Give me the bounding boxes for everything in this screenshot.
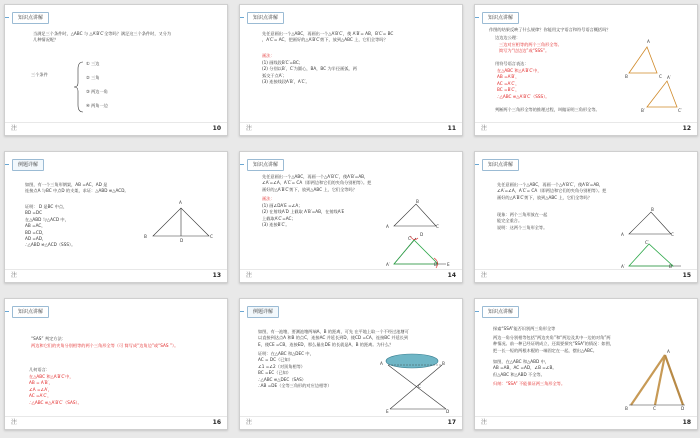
slide-number: 17 — [447, 419, 456, 426]
proof-text: 证明： D 是BC 中点， BD =DC 在△ABD 与△ACD 中， AB =AC， BD =CD， AD =AD， ∴△ABD ≌△ACD（SSS）。 — [25, 204, 76, 248]
slide-thumbnail[interactable] — [4, 151, 228, 283]
slide-paragraph: 两边一角分别相等包括“两边夹角”和“两边及其中一边的对角”两 种情况。前一种已经证明成立，还需要探究“SSA”的情况：如图， 把一长一短的两根木棍的一端固定在一起，摆出△ABC。 — [493, 335, 614, 353]
slide-thumbnail[interactable] — [4, 298, 228, 430]
slide-thumbnail[interactable] — [474, 4, 698, 136]
vertex-label: B′ — [434, 262, 438, 267]
slide-thumbnail[interactable] — [239, 151, 463, 283]
slide-tag: 知识点讲解 — [482, 306, 519, 318]
sticks-figure — [625, 349, 689, 411]
vertex-label: B — [442, 361, 445, 366]
option-list-item: ④ 两角一边 — [86, 103, 108, 108]
accent-stripe — [240, 311, 244, 312]
vertex-label: D — [681, 406, 685, 411]
accent-stripe — [240, 17, 244, 18]
rule-statement: 三边对应相等的两个三角形全等。 简写为“边边边”或“SSS”。 — [499, 42, 562, 54]
notes-icon: 注 — [246, 419, 253, 426]
slide-number: 14 — [447, 272, 456, 279]
vertex-label: B — [651, 207, 654, 212]
vertex-label: C — [653, 406, 656, 411]
vertex-label: B′ — [641, 108, 645, 113]
proof-text: 证明：在△ABC 和△DEC 中， AC = DC（已知） ∠1 =∠2（对顶角相等） BC =EC（已知） ∴△ABC ≌△DEC（SAS） ∴AB =DE（全等三角形的对应边相等） — [258, 351, 332, 389]
slide-body: 如图，有一池塘，要测池塘两端A，B 的距离，可先 在平地上取一个不经过池塘可 以直接到达点A 和B 的点C，连接AC 并延长到D，使CD =CA，连接BC 并延长到 E，使CE =CB，连接ED，那么量出DE 的长就是A，B 的距离。为什么？ — [258, 329, 409, 347]
vertex-label: B′ — [669, 264, 673, 269]
rule-statement: 两边和它们的夹角分别相等的两个三角形全等（可 简写成“边角边”或“SAS ”）。 — [31, 343, 179, 348]
slide-tag: 例题详解 — [12, 159, 44, 171]
slide-tag: 知识点讲解 — [482, 12, 519, 24]
vertex-label: A — [380, 361, 383, 366]
slide-footer: 判断两个三角形全等的推理过程，叫做证明三角形全等。 — [495, 107, 600, 112]
vertex-label: A — [647, 39, 650, 44]
triangle-figure — [641, 77, 683, 113]
option-list-item: ① 三边 — [86, 61, 100, 66]
vertex-label: C — [671, 232, 674, 237]
option-list-item: ② 三角 — [86, 75, 100, 80]
symbol-title: 用符号语言表达： — [495, 61, 529, 66]
vertex-label: A — [667, 349, 670, 354]
divider — [475, 416, 697, 417]
symbol-title: 几何语言： — [29, 367, 50, 372]
steps-text: (1) 画∠DA′E =∠A； (2) 在射线A′D 上截取 A′B′=AB，在射线A′E 上截取A′C′=AC； (3) 连接B′C′。 — [262, 203, 345, 228]
slide-number: 15 — [682, 272, 691, 279]
notes-icon: 注 — [11, 419, 18, 426]
slide-body: 先任意画出一个△ABC，再画一个△A′B′C′，使A′B′=AB， ∠A′=∠A，A′C′= CA（即两边和它们的夹角分别相等）。把 画好的△A′B′C′剪下，放到△ABC 上，它们全等吗？ — [262, 174, 372, 192]
rule-title: 边边边公理： — [495, 35, 521, 40]
vertex-label: C — [210, 234, 213, 239]
notes-icon: 注 — [246, 272, 253, 279]
divider — [240, 416, 462, 417]
slide-number: 10 — [212, 125, 221, 132]
vertex-label: D — [446, 409, 450, 414]
notes-icon: 注 — [481, 272, 488, 279]
slide-body: 作图的结果反映了什么规律？你能用文字语言和符号语言概括吗？ — [489, 27, 611, 32]
vertex-label: A′ — [667, 75, 671, 80]
vertex-label: C — [418, 384, 421, 389]
triangle-figure — [625, 208, 675, 238]
vertex-label: B — [625, 406, 628, 411]
slide-number: 13 — [212, 272, 221, 279]
vertex-label: A′ — [386, 262, 390, 267]
accent-stripe — [5, 17, 9, 18]
slide-thumbnail[interactable] — [239, 4, 463, 136]
divider — [475, 269, 697, 270]
slide-label: 三个条件 — [31, 72, 48, 77]
slide-number: 11 — [447, 125, 456, 132]
slide-tag: 例题详解 — [247, 306, 279, 318]
vertex-label: A — [386, 224, 389, 229]
accent-stripe — [475, 17, 479, 18]
slide-thumbnail[interactable] — [4, 4, 228, 136]
slide-body: 先任意画出一个△ABC，再画出一个△A′B′C′，使 A′B′= AB，B′C′= BC ，A′C′= AC，把画好的△A′B′C′剪下，放到△ABC 上，它们全等吗？ — [262, 31, 394, 43]
divider — [5, 269, 227, 270]
slide-tag: 知识点讲解 — [12, 306, 49, 318]
conclusion-text: 现象：两个三角形放在一起 能完全重合。 说明：这两个三角形全等。 — [497, 212, 548, 230]
slide-body: 当满足三个条件时，△ABC 与 △A′B′C′全等吗？满足这三个条件时，又分为 几种情况呢？ — [33, 31, 172, 43]
vertex-label: C — [659, 74, 662, 79]
slide-tag: 知识点讲解 — [12, 12, 49, 24]
symbol-proof: 在△ABC 和△A′B′C′中， AB =A′B′， AC =A′C′， BC =B′C′， ∴△ABC ≌△A′B′C′（SSS）。 — [497, 68, 550, 99]
vertex-label: E — [447, 262, 450, 267]
triangle-figure — [149, 204, 213, 240]
brace-icon — [74, 61, 84, 113]
divider — [5, 122, 227, 123]
steps-title: 画法： — [262, 53, 275, 58]
accent-stripe — [475, 311, 479, 312]
vertex-label: C — [436, 224, 439, 229]
vertex-label: B — [144, 234, 147, 239]
slide-thumbnail[interactable] — [474, 151, 698, 283]
slide-tag: 知识点讲解 — [247, 12, 284, 24]
notes-icon: 注 — [11, 272, 18, 279]
triangle-figure — [623, 43, 663, 77]
slide-tag: 知识点讲解 — [482, 159, 519, 171]
divider — [240, 122, 462, 123]
vertex-label: A′ — [621, 264, 625, 269]
slide-tag: 知识点讲解 — [247, 159, 284, 171]
vertex-label: C′ — [678, 108, 682, 113]
pond-figure — [382, 349, 456, 413]
conclusion-text: 归纳：“SSA” 不能保证两三角形全等。 — [493, 381, 566, 386]
accent-stripe — [5, 164, 9, 165]
construction-figure — [625, 240, 685, 270]
slide-body: 先任意画出一个△ABC，再画一个△A′B′C′，使A′B′=AB， ∠A′=∠A，A′C′= CA（即两边和它们的夹角分别相等）。把 画好的△A′B′C′剪下，放到△ABC 上，它们全等吗？ — [497, 182, 607, 200]
accent-stripe — [475, 164, 479, 165]
steps-text: (1) 画线段B′C′=BC； (2) 分别以B′，C′为圆心，BA，BC 为半径画弧，两 弧交于点A′； (3) 连接线段A′B′，A′C′。 — [262, 60, 357, 85]
notes-icon: 注 — [481, 125, 488, 132]
option-list-item: ③ 两边一角 — [86, 89, 108, 94]
vertex-label: E — [386, 409, 389, 414]
accent-stripe — [5, 311, 9, 312]
notes-icon: 注 — [11, 125, 18, 132]
slide-body: 探索“SSA”能否识别两三角形全等 — [493, 326, 556, 331]
vertex-label: D — [180, 238, 184, 243]
vertex-label: B — [625, 74, 628, 79]
divider — [240, 269, 462, 270]
steps-title: 画法： — [262, 196, 275, 201]
symbol-proof: 在△ABC 和△A′B′C′中， AB = A′B′， ∠A =∠A′， AC =A′C′， ∴△ABC ≌△A′B′C′（SAS）。 — [29, 374, 82, 405]
slide-body: 如图，有一个三角形钢架，AB =AC，AD 是 连接点A 与BC 中点D 的支架，求证：△ABD ≌△ACD。 — [25, 182, 129, 194]
example-text: 如图，在△ABC 和△ABD 中， AB =AB，AC =AD，∠B =∠B。 但△ABC 和△ABD 不全等。 — [493, 359, 557, 377]
vertex-label: D — [420, 232, 424, 237]
triangle-figure — [390, 200, 440, 230]
notes-icon: 注 — [481, 419, 488, 426]
vertex-label: A — [179, 200, 182, 205]
vertex-label: C′ — [645, 240, 649, 245]
divider — [5, 416, 227, 417]
slide-number: 16 — [212, 419, 221, 426]
accent-stripe — [240, 164, 244, 165]
slide-number: 18 — [682, 419, 691, 426]
construction-figure — [390, 234, 450, 268]
slide-body: “SAS” 判定方法： — [31, 336, 66, 341]
notes-icon: 注 — [246, 125, 253, 132]
vertex-label: B — [416, 199, 419, 204]
vertex-label: A — [621, 232, 624, 237]
divider — [475, 122, 697, 123]
slide-thumbnail[interactable] — [474, 298, 698, 430]
vertex-label: C′ — [408, 236, 412, 241]
slide-number: 12 — [682, 125, 691, 132]
slide-thumbnail[interactable] — [239, 298, 463, 430]
